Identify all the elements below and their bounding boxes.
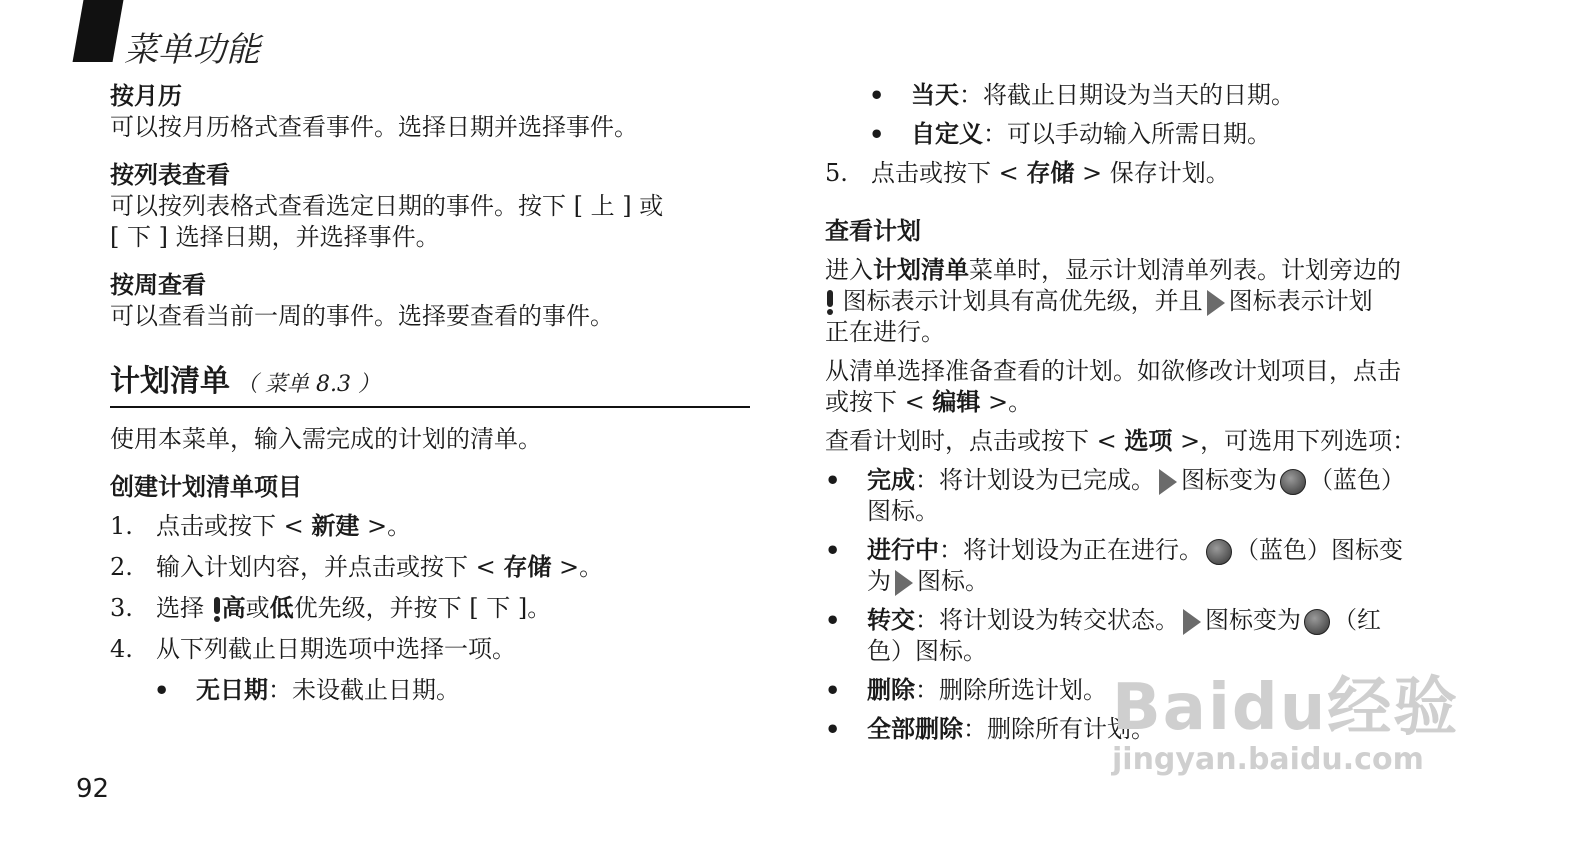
step-1: 1. 点击或按下 < 新建 >。	[110, 512, 412, 540]
page-number: 92	[76, 774, 110, 804]
option-forward: • 转交：将计划设为转交状态。 图标变为 （红 色）图标。	[825, 606, 1381, 665]
status-disc-icon	[1206, 539, 1232, 565]
status-disc-icon	[1280, 469, 1306, 495]
heading-create-todo: 创建计划清单项目	[110, 473, 302, 501]
heading-by-list: 按列表查看	[110, 161, 230, 189]
baidu-watermark: Baidu经验 jingyan.baidu.com	[1112, 671, 1460, 777]
in-progress-play-icon	[1159, 469, 1177, 495]
step-3: 3. 选择 高或低优先级，并按下 [ 下 ]。	[110, 594, 552, 622]
view-paragraph-3: 查看计划时，点击或按下 < 选项 >，可选用下列选项：	[825, 427, 1417, 455]
option-delete-all: • 全部删除：删除所有计划。	[825, 715, 1155, 744]
heading-by-month: 按月历	[110, 82, 182, 110]
heading-view-todo: 查看计划	[825, 217, 921, 245]
in-progress-play-icon	[1207, 290, 1225, 316]
text-by-week: 可以查看当前一周的事件。选择要查看的事件。	[110, 302, 614, 330]
in-progress-play-icon	[1183, 609, 1201, 635]
priority-exclamation-icon	[825, 290, 835, 316]
text-by-list-line1: 可以按列表格式查看选定日期的事件。按下 [ 上 ] 或	[110, 192, 664, 220]
heading-by-week: 按周查看	[110, 271, 206, 299]
priority-exclamation-icon	[212, 597, 222, 623]
option-delete: • 删除：删除所选计划。	[825, 676, 1107, 705]
left-column	[110, 80, 750, 714]
step-4: 4. 从下列截止日期选项中选择一项。	[110, 635, 516, 663]
section-title-todo	[110, 356, 750, 408]
header-decoration-bar	[73, 0, 124, 62]
section-title-text: 计划清单	[110, 364, 230, 399]
text-by-month: 可以按月历格式查看事件。选择日期并选择事件。	[110, 113, 638, 141]
text-by-list-line2: [ 下 ] 选择日期，并选择事件。	[110, 223, 440, 251]
right-column	[825, 80, 1475, 753]
option-custom: • 自定义：可以手动输入所需日期。	[869, 120, 1271, 149]
step-2: 2. 输入计划内容，并点击或按下 < 存储 >。	[110, 553, 604, 581]
page-header-title: 菜单功能	[124, 30, 260, 70]
option-in-progress: • 进行中：将计划设为正在进行。 （蓝色）图标变 为 图标。	[825, 536, 1403, 595]
in-progress-play-icon	[895, 570, 913, 596]
view-paragraph-2: 从清单选择准备查看的计划。如欲修改计划项目，点击 或按下 < 编辑 >。	[825, 357, 1401, 416]
section-menu-ref: （ 菜单 8.3 ）	[236, 372, 380, 397]
option-today: • 当天：将截止日期设为当天的日期。	[869, 81, 1295, 110]
step-5: 5. 点击或按下 < 存储 > 保存计划。	[825, 159, 1230, 187]
option-no-date: • 无日期：未设截止日期。	[154, 676, 460, 705]
option-done: • 完成：将计划设为已完成。 图标变为 （蓝色） 图标。	[825, 466, 1405, 525]
view-paragraph-1: 进入计划清单菜单时，显示计划清单列表。计划旁边的 图标表示计划具有高优先级，并且 图标表示计划 正在进行。	[825, 256, 1401, 346]
section-description: 使用本菜单，输入需完成的计划的清单。	[110, 425, 542, 453]
status-disc-icon	[1304, 609, 1330, 635]
